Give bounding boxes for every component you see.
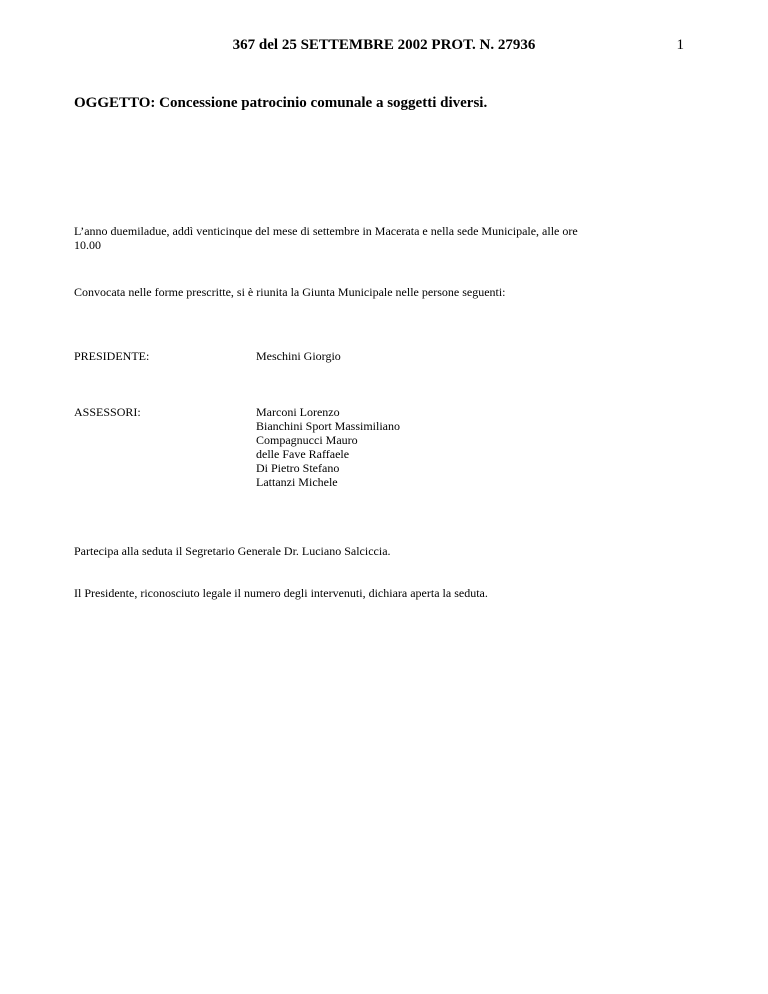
presidente-paragraph: Il Presidente, riconosciuto legale il numero degli intervenuti, dichiara aperta la seduta. — [74, 586, 488, 600]
president-label: PRESIDENTE: — [74, 349, 150, 363]
assessore-name: Di Pietro Stefano — [256, 461, 340, 475]
assessore-name: Compagnucci Mauro — [256, 433, 358, 447]
president-name: Meschini Giorgio — [256, 349, 341, 363]
subject-line: OGGETTO: Concessione patrocinio comunale a soggetti diversi. — [74, 95, 488, 111]
intro-paragraph — [74, 224, 686, 252]
assessore-name: Marconi Lorenzo — [256, 405, 340, 419]
assessori-list — [256, 405, 400, 489]
intro-line-2: 10.00 — [74, 238, 101, 252]
document-header-title: 367 del 25 SETTEMBRE 2002 PROT. N. 27936 — [232, 37, 536, 53]
assessore-name: Bianchini Sport Massimiliano — [256, 419, 400, 433]
assessori-label: ASSESSORI: — [74, 405, 141, 419]
partecipa-paragraph: Partecipa alla seduta il Segretario Generale Dr. Luciano Salciccia. — [74, 544, 391, 558]
intro-line-1: L’anno duemiladue, addì venticinque del mese di settembre in Macerata e nella sede Municipale, alle ore — [74, 224, 578, 238]
assessore-name: delle Fave Raffaele — [256, 447, 350, 461]
page-number: 1 — [676, 37, 684, 53]
assessore-name: Lattanzi Michele — [256, 475, 338, 489]
convocata-paragraph: Convocata nelle forme prescritte, si è riunita la Giunta Municipale nelle persone seguenti: — [74, 285, 506, 299]
